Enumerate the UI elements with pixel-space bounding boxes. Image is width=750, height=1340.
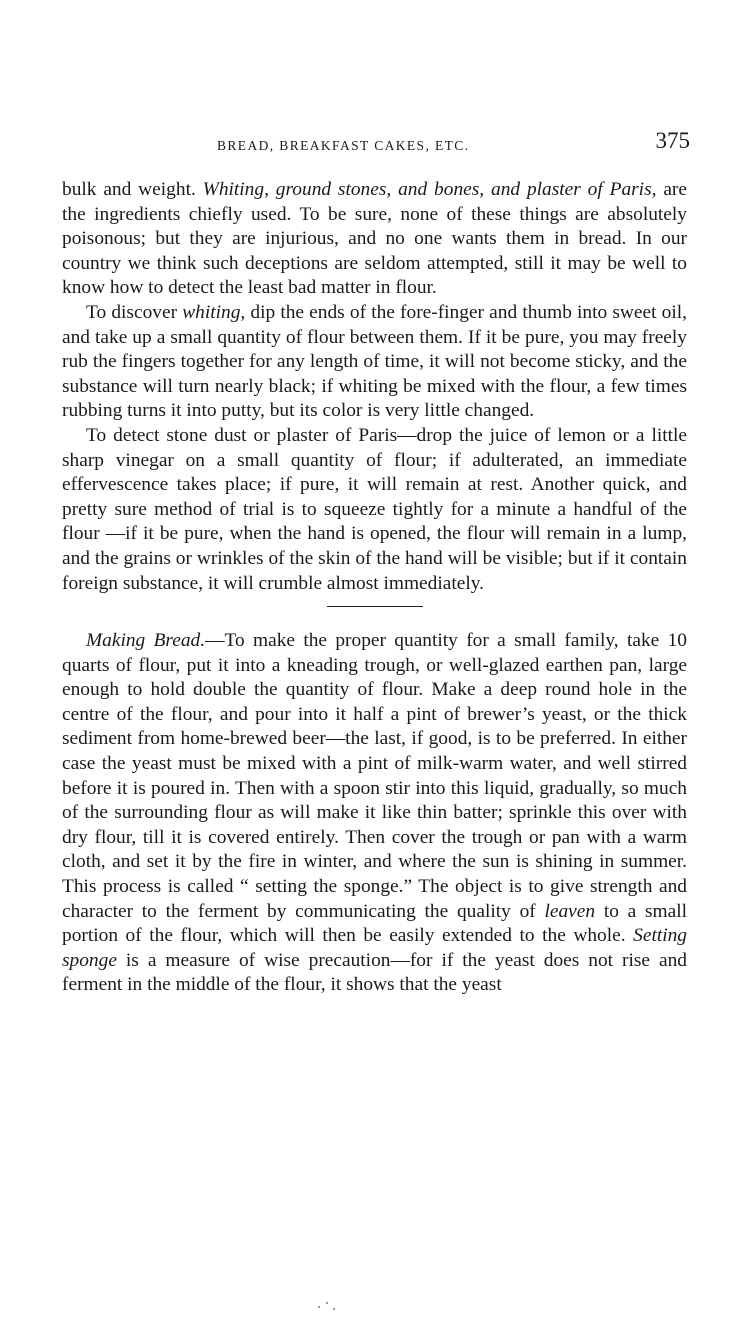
page-number: 375: [655, 128, 690, 153]
running-head: [62, 128, 690, 158]
text-run: dip the ends of the fore-finger and thumb into sweet oil, and take up a small quantity of flour between them. If it be pure, you may freely rub the fingers together for any length of time, it will not become sticky, and the substance will turn nearly black; if whiting be mixed with the flour, a few times rubbing turns it into putty, but its color is very little changed.: [62, 301, 687, 422]
section-divider: [327, 606, 423, 607]
italic-run: Setting sponge: [62, 925, 687, 971]
text-run: To discover: [86, 301, 183, 323]
italic-run: Making Bread.: [86, 630, 206, 652]
text-run: are the ingredients chiefly used. To be sure, none of these things are absolutely poisonous; but they are injurious, and no one wants them in bread. In our country we think such deceptions are seldom attempted, still it may be well to know how to detect the least bad matter in flour.: [62, 179, 687, 299]
speck: [318, 1306, 320, 1308]
italic-run: leaven: [544, 900, 596, 922]
paragraph-making-bread: [62, 629, 687, 998]
paragraph-continuation: [62, 178, 687, 301]
running-title: BREAD, BREAKFAST CAKES, ETC.: [217, 138, 470, 153]
text-run: —To make the proper quantity for a small family, take 10 quarts of flour, put it into a kneading trough, or well-glazed earthen pan, large enough to hold double the quantity of flour. Make a deep round hole in the centre of the flour, and pour into it half a pint of brewer’s yeast, or the thick sediment from home-brewed beer—the last, if good, is to be preferred. In either case the yeast must be mixed with a pint of milk-warm water, and well stirred before it is poured in. Then with a spoon stir into this liquid, gradually, so much of the surrounding flour as will make it like thin batter; sprinkle this over with dry flour, till it is covered entirely. Then cover the trough or pan with a warm cloth, and set it by the fire in winter, and where the sun is shining in summer. This process is called “ setting the sponge.” The object is to give strength and character to the ferment by communicating the quality of: [62, 630, 687, 922]
paper-specks: [318, 1302, 338, 1312]
speck: [333, 1308, 335, 1310]
paragraph-whiting: [62, 301, 687, 424]
text-run: to a small portion of the flour, which will then be easily extended to the whole.: [62, 900, 687, 947]
text-run: is a measure of wise precaution—for if the yeast does not rise and ferment in the middle of the flour, it shows that the yeast: [62, 949, 687, 996]
speck: [326, 1302, 328, 1304]
text-run: bulk and weight.: [62, 179, 203, 200]
paragraph-stone-dust: [62, 424, 687, 596]
body-text: [62, 178, 687, 998]
italic-run: Whiting, ground stones, and bones, and plaster of Paris,: [202, 179, 657, 200]
text-run: To detect stone dust or plaster of Paris—drop the juice of lemon or a little sharp vinegar on a small quantity of flour; if adulterated, an immediate effervescence takes place; if pure, it will remain at rest. Another quick, and pretty sure method of trial is to squeeze tightly for a minute a handful of the flour —if it be pure, when the hand is opened, the flour will remain in a lump, and the grains or wrinkles of the skin of the hand will be visible; but if it contain foreign substance, it will crumble almost immediately.: [62, 424, 687, 594]
italic-run: whiting,: [182, 301, 246, 323]
